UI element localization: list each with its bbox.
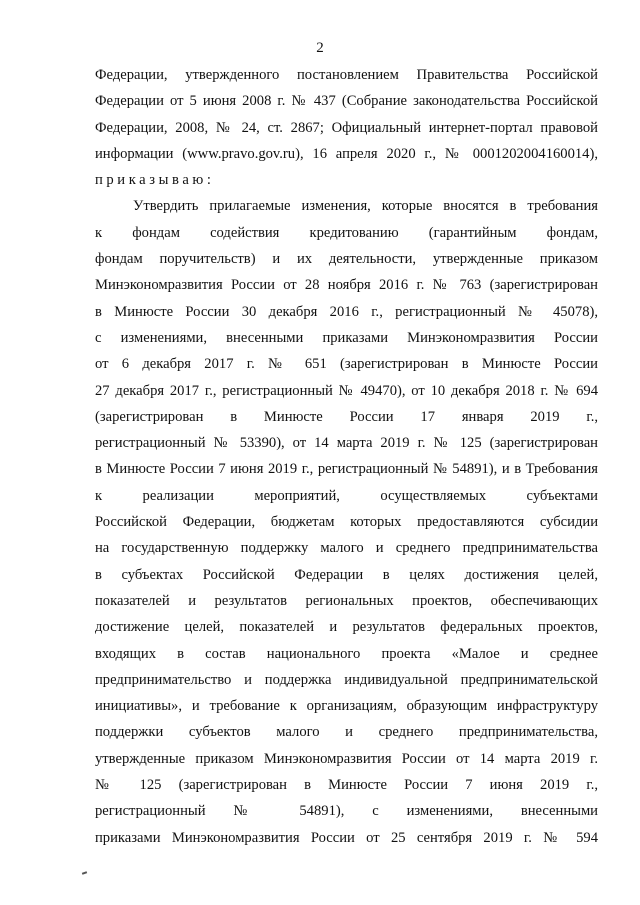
order-word: приказываю: [95,172,215,189]
text-line: с изменениями, внесенными приказами Минэкономразвития России [95,329,598,346]
text-line: (зарегистрирован в Минюсте России 17 января 2019 г., [95,408,598,425]
text-line: к фондам содействия кредитованию (гарантийным фондам, [95,224,598,241]
text-line: Российской Федерации, бюджетам которых предоставляются субсидии [95,514,598,531]
text-line: предпринимательство и поддержка индивидуальной предпринимательской [95,671,598,688]
text-line: фондам поручительств) и их деятельности, утвержденные приказом [95,251,598,268]
body-text [95,62,598,851]
text-line: инициативы», и требование к организациям, образующим инфраструктуру [95,698,598,715]
text-line: Минэкономразвития России от 28 ноября 2016 г. № 763 (зарегистрирован [95,277,598,294]
text-line: к реализации мероприятий, осуществляемых субъектами [95,487,598,504]
text-line: Утвердить прилагаемые изменения, которые вносятся в требования [133,198,598,215]
text-line: 27 декабря 2017 г., регистрационный № 49470), от 10 декабря 2018 г. № 694 [95,382,598,399]
text-line: № 125 (зарегистрирован в Минюсте России 7 июня 2019 г., [95,777,598,794]
text-line: входящих в состав национального проекта «Малое и среднее [95,645,598,662]
text-line: в Минюсте России 7 июня 2019 г., регистрационный № 54891), и в Требования [95,461,598,478]
text-line: поддержки субъектов малого и среднего предпринимательства, [95,724,598,741]
text-line: информации (www.pravo.gov.ru), 16 апреля 2020 г., № 0001202004160014), [95,145,598,162]
scan-speck [82,871,87,875]
text-line: Федерации, утвержденного постановлением Правительства Российской [95,67,598,83]
text-line: регистрационный № 54891), с изменениями, внесенными [95,803,598,820]
text-line: на государственную поддержку малого и среднего предпринимательства [95,540,598,557]
text-line: от 6 декабря 2017 г. № 651 (зарегистрирован в Минюсте России [95,356,598,373]
text-line: в Минюсте России 30 декабря 2016 г., регистрационный № 45078), [95,303,598,320]
text-line: Федерации от 5 июня 2008 г. № 437 (Собрание законодательства Российской [95,93,598,110]
text-line: в субъектах Российской Федерации в целях достижения целей, [95,566,598,583]
text-line: утвержденные приказом Минэкономразвития России от 14 марта 2019 г. [95,750,598,767]
text-line: показателей и результатов региональных проектов, обеспечивающих [95,592,598,609]
text-line: регистрационный № 53390), от 14 марта 2019 г. № 125 (зарегистрирован [95,435,598,452]
text-line: приказами Минэкономразвития России от 25 сентября 2019 г. № 594 [95,829,598,846]
page-number: 2 [316,40,324,56]
text-line: Федерации, 2008, № 24, ст. 2867; Официальный интернет-портал правовой [95,119,598,136]
text-line: достижение целей, показателей и результатов федеральных проектов, [95,619,598,636]
